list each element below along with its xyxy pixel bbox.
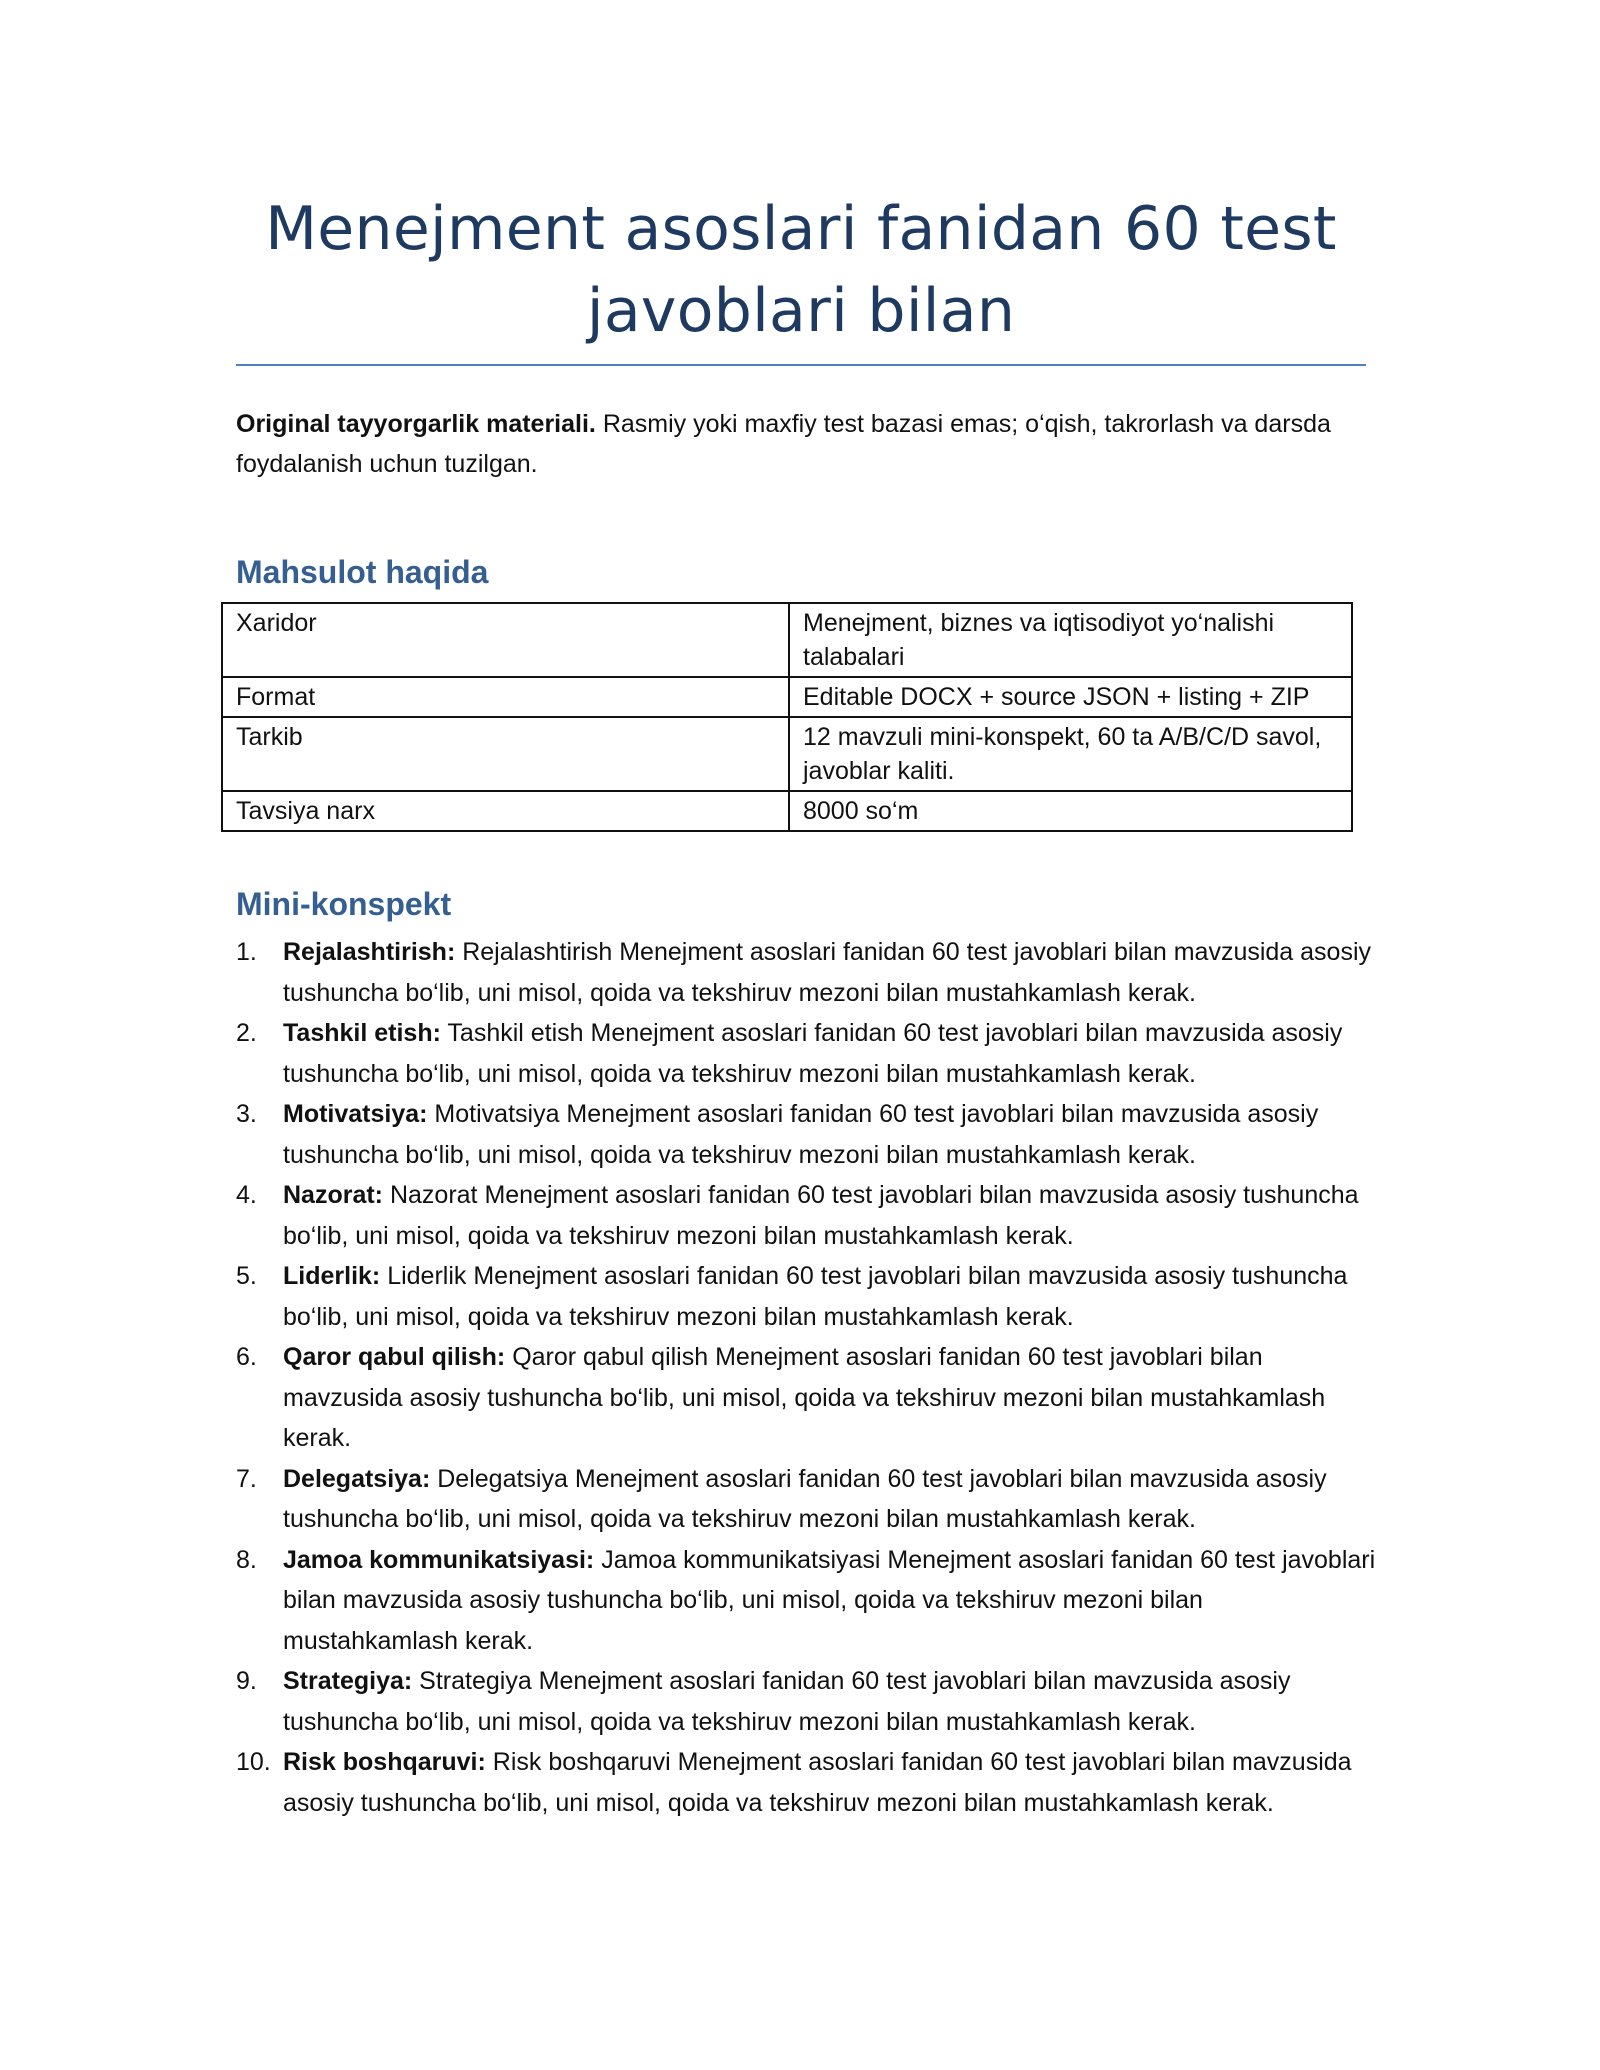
title-block (236, 188, 1366, 352)
list-item-text: Tashkil etish Menejment asoslari fanidan 60 test javoblari bilan mavzusida asosiy tushuncha bo‘lib, uni misol, qoida va tekshiruv mezoni bilan mustahkamlash kerak. (283, 1019, 1343, 1088)
product-info-table (221, 602, 1353, 832)
list-item-text: Liderlik Menejment asoslari fanidan 60 test javoblari bilan mavzusida asosiy tushuncha bo‘lib, uni misol, qoida va tekshiruv mezoni bilan mustahkamlash kerak. (283, 1262, 1348, 1331)
table-row (222, 603, 1352, 677)
title-divider (236, 364, 1366, 366)
list-item-number: 4. (236, 1181, 257, 1209)
table-cell-key: Tavsiya narx (222, 791, 789, 831)
list-item-number: 9. (236, 1667, 257, 1695)
page-title: Menejment asoslari fanidan 60 test javoblari bilan (265, 194, 1337, 346)
list-item-term: Jamoa kommunikatsiyasi: (283, 1545, 595, 1574)
list-item-number: 3. (236, 1100, 257, 1128)
list-item (236, 1094, 1376, 1175)
list-item-number: 5. (236, 1262, 257, 1290)
list-item-text: Delegatsiya Menejment asoslari fanidan 60 test javoblari bilan mavzusida asosiy tushuncha bo‘lib, uni misol, qoida va tekshiruv mezoni bilan mustahkamlash kerak. (283, 1464, 1327, 1533)
table-cell-value: 12 mavzuli mini-konspekt, 60 ta A/B/C/D savol, javoblar kaliti. (789, 717, 1352, 791)
list-item-number: 8. (236, 1545, 257, 1574)
mini-konspekt-list (236, 932, 1376, 1823)
list-item (236, 1661, 1376, 1742)
table-cell-key: Xaridor (222, 603, 789, 677)
list-item-term: Risk boshqaruvi: (283, 1748, 486, 1776)
table-row (222, 677, 1352, 717)
list-item (236, 1013, 1376, 1094)
list-item-term: Motivatsiya: (283, 1100, 428, 1128)
list-item (236, 1256, 1376, 1337)
product-section-heading: Mahsulot haqida (236, 554, 489, 590)
list-item (236, 932, 1376, 1013)
list-item (236, 1540, 1376, 1662)
table-cell-key: Tarkib (222, 717, 789, 791)
table-cell-value: Editable DOCX + source JSON + listing + ZIP (789, 677, 1352, 717)
list-item-text: Qaror qabul qilish Menejment asoslari fanidan 60 test javoblari bilan mavzusida asosiy tushuncha bo‘lib, uni misol, qoida va tekshiruv mezoni bilan mustahkamlash kerak. (283, 1343, 1326, 1452)
list-item-term: Tashkil etish: (283, 1019, 441, 1047)
list-item-text: Rejalashtirish Menejment asoslari fanidan 60 test javoblari bilan mavzusida asosiy tushuncha bo‘lib, uni misol, qoida va tekshiruv mezoni bilan mustahkamlash kerak. (283, 938, 1372, 1007)
list-item-term: Delegatsiya: (283, 1464, 431, 1493)
list-item (236, 1742, 1376, 1823)
list-item-number: 7. (236, 1464, 257, 1493)
list-item-number: 1. (236, 938, 257, 966)
list-item-number: 6. (236, 1343, 257, 1371)
list-item-text: Risk boshqaruvi Menejment asoslari fanidan 60 test javoblari bilan mavzusida asosiy tushuncha bo‘lib, uni misol, qoida va tekshiruv mezoni bilan mustahkamlash kerak. (283, 1748, 1352, 1817)
list-item-text: Strategiya Menejment asoslari fanidan 60 test javoblari bilan mavzusida asosiy tushuncha bo‘lib, uni misol, qoida va tekshiruv mezoni bilan mustahkamlash kerak. (283, 1667, 1291, 1736)
table-cell-key: Format (222, 677, 789, 717)
list-item-text: Motivatsiya Menejment asoslari fanidan 60 test javoblari bilan mavzusida asosiy tushuncha bo‘lib, uni misol, qoida va tekshiruv mezoni bilan mustahkamlash kerak. (283, 1100, 1319, 1169)
list-item (236, 1459, 1376, 1540)
mini-konspekt-heading: Mini-konspekt (236, 886, 452, 922)
list-item (236, 1337, 1376, 1459)
table-cell-value: 8000 so‘m (789, 791, 1352, 831)
table-row (222, 791, 1352, 831)
list-item (236, 1175, 1376, 1256)
list-item-number: 10. (236, 1748, 271, 1776)
table-row (222, 717, 1352, 791)
list-item-term: Strategiya: (283, 1667, 413, 1695)
list-item-text: Jamoa kommunikatsiyasi Menejment asoslari fanidan 60 test javoblari bilan mavzusida asosiy tushuncha bo‘lib, uni misol, qoida va tekshiruv mezoni bilan mustahkamlash kerak. (283, 1545, 1376, 1655)
list-item-term: Rejalashtirish: (283, 938, 456, 966)
list-item-number: 2. (236, 1019, 257, 1047)
list-item-text: Nazorat Menejment asoslari fanidan 60 test javoblari bilan mavzusida asosiy tushuncha bo‘lib, uni misol, qoida va tekshiruv mezoni bilan mustahkamlash kerak. (283, 1181, 1359, 1250)
intro-text: Rasmiy yoki maxfiy test bazasi emas; o‘qish, takrorlash va darsda foydalanish uchun tuzilgan. (236, 410, 1331, 478)
list-item-term: Nazorat: (283, 1181, 384, 1209)
list-item-term: Liderlik: (283, 1262, 381, 1290)
table-cell-value: Menejment, biznes va iqtisodiyot yo‘nalishi talabalari (789, 603, 1352, 677)
intro-bold-lead: Original tayyorgarlik materiali. (236, 410, 596, 438)
list-item-term: Qaror qabul qilish: (283, 1343, 506, 1371)
intro-paragraph (236, 404, 1376, 484)
